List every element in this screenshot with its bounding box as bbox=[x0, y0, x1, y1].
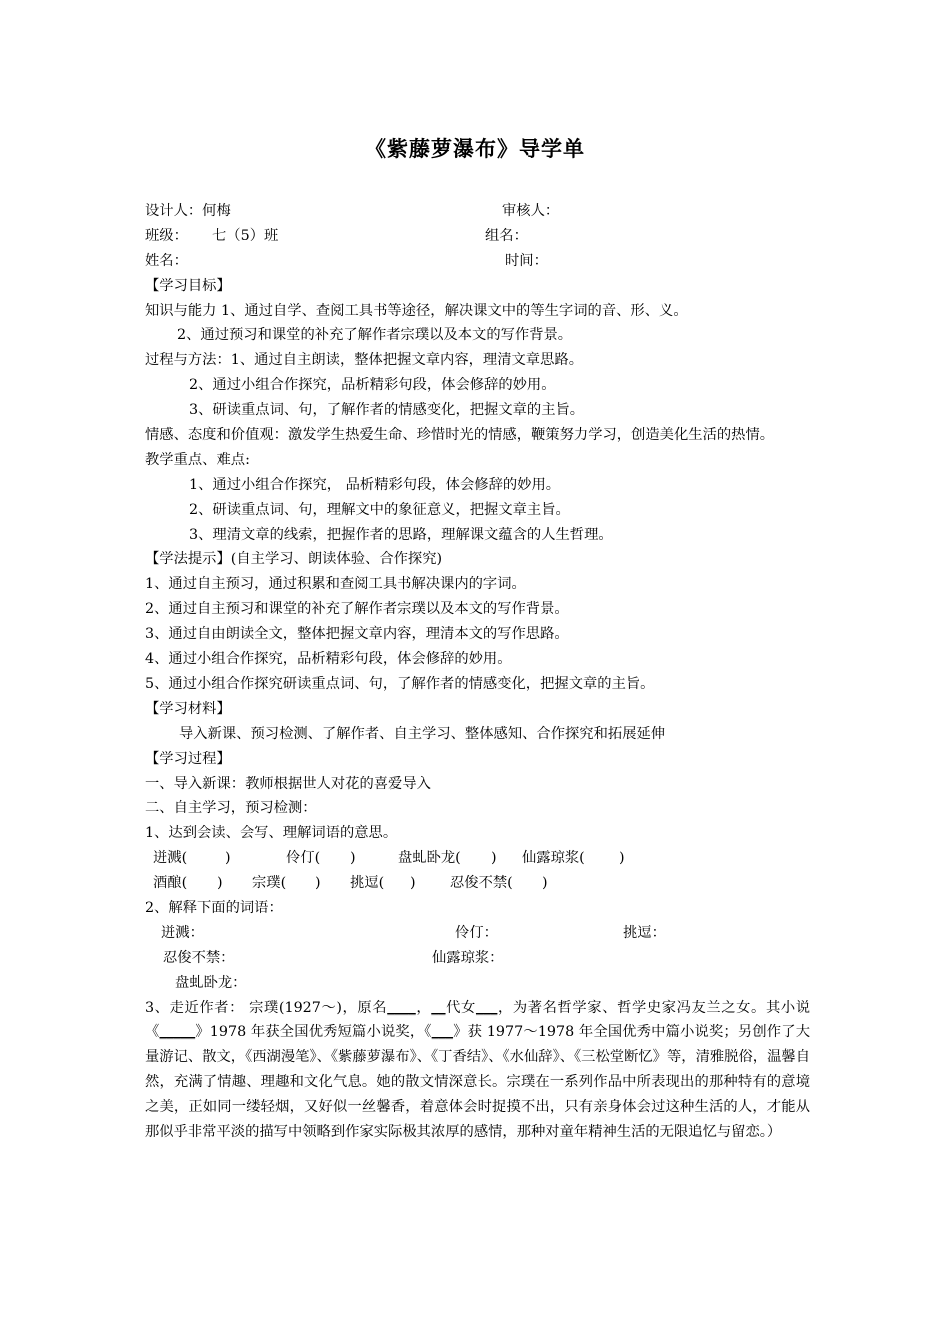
word-item: 忍俊不禁( bbox=[450, 875, 513, 892]
define-item: 挑逗： bbox=[623, 924, 666, 941]
word-item: 酒酿( bbox=[153, 875, 188, 892]
group-label: 组名： bbox=[485, 227, 528, 244]
header-row-2 bbox=[145, 224, 810, 249]
reviewer-label: 审核人： bbox=[502, 203, 560, 219]
author-text: ，为著名哲学家、哲学史家冯友兰之女。其小说《 bbox=[145, 999, 811, 1041]
goal-line: 过程与方法：1、通过自主朗读，整体把握文章内容，理清文章思路。 bbox=[145, 352, 583, 369]
author-text: 》获 1977～1978 年全国优秀中篇小说奖；另创作了大量游记、散文，《西湖漫笔》、《紫藤萝瀑布》、《丁香结》、《水仙辞》、《三松堂断忆》等，清雅脱俗，温馨自然，充满了情趣、理趣和文化气息。她的散文情深意长。宗璞在一系列作品中所表现出的那种特有的意境之美，正如同一缕轻烟，又好似一丝馨香，着意体会时捉摸不出，只有亲身体会过这种生活的人，才能从那似乎非常平淡的描写中领略到作家实际极其浓厚的感情，那种对童年精神生活的无限追忆与留恋。） bbox=[145, 1024, 810, 1141]
word-close: ) bbox=[225, 850, 231, 867]
process-step: 一、导入新课：教师根据世人对花的喜爱导入 bbox=[145, 775, 431, 792]
method-line: 1、通过自主预习，通过积累和查阅工具书解决课内的字词。 bbox=[145, 576, 526, 593]
process-step: 二、自主学习，预习检测： bbox=[145, 800, 317, 817]
blank-era: __ bbox=[431, 999, 446, 1016]
word-row-1 bbox=[145, 846, 810, 871]
class-value: 七（5）班 bbox=[212, 227, 279, 244]
define-row-2 bbox=[145, 946, 810, 971]
page-title: 《紫藤萝瀑布》导学单 bbox=[365, 137, 585, 161]
key-point-line: 1、通过小组合作探究， 品析精彩句段，体会修辞的妙用。 bbox=[189, 476, 561, 493]
author-text: ， bbox=[415, 999, 432, 1016]
define-row-1 bbox=[145, 921, 810, 946]
define-item: 忍俊不禁： bbox=[163, 949, 235, 966]
word-item: 迸溅( bbox=[153, 850, 188, 867]
goal-line: 2、通过预习和课堂的补充了解作者宗璞以及本文的写作背景。 bbox=[177, 327, 573, 344]
author-paragraph bbox=[145, 996, 810, 1145]
method-heading: 【学法提示】(自主学习、朗读体验、合作探究) bbox=[145, 551, 443, 568]
key-point-line: 3、理清文章的线索，把握作者的思路，理解课文蕴含的人生哲理。 bbox=[189, 526, 613, 543]
word-item: 挑逗( bbox=[350, 875, 385, 892]
goal-paragraph: 情感、态度和价值观：激发学生热爱生命、珍惜时光的情感，鞭策努力学习，创造美化生活的热情。 bbox=[145, 427, 775, 444]
goal-line: 2、通过小组合作探究，品析精彩句段，体会修辞的妙用。 bbox=[189, 377, 556, 394]
word-item: 伶仃( bbox=[286, 850, 321, 867]
define-item: 仙露琼浆： bbox=[432, 949, 504, 966]
word-close: ) bbox=[491, 850, 497, 867]
word-close: ) bbox=[619, 850, 625, 867]
author-text: 3、走近作者： 宗璞(1927～)，原名 bbox=[145, 999, 388, 1016]
key-point-line: 2、研读重点词、句，理解文中的象征意义，把握文章主旨。 bbox=[189, 501, 570, 518]
method-line: 3、通过自由朗读全文，整体把握文章内容，理清本文的写作思路。 bbox=[145, 626, 569, 643]
method-line: 2、通过自主预习和课堂的补充了解作者宗璞以及本文的写作背景。 bbox=[145, 601, 569, 618]
define-item: 伶仃： bbox=[455, 924, 498, 941]
name-label: 姓名： bbox=[145, 252, 188, 269]
define-item: 迸溅： bbox=[161, 924, 204, 941]
blank-short-story: _____ bbox=[159, 1024, 196, 1041]
materials-line: 导入新课、预习检测、了解作者、自主学习、整体感知、合作探究和拓展延伸 bbox=[179, 725, 666, 742]
word-close: ) bbox=[217, 875, 223, 892]
blank-author: ___ bbox=[475, 999, 498, 1016]
header-row-1 bbox=[145, 199, 810, 224]
method-line: 4、通过小组合作探究，品析精彩句段，体会修辞的妙用。 bbox=[145, 651, 512, 668]
word-close: ) bbox=[315, 875, 321, 892]
word-item: 仙露琼浆( bbox=[522, 850, 585, 867]
word-close: ) bbox=[410, 875, 416, 892]
materials-heading: 【学习材料】 bbox=[145, 700, 231, 717]
define-row-3: 盘虬卧龙： bbox=[175, 974, 247, 991]
word-close: ) bbox=[542, 875, 548, 892]
question-1: 1、达到会读、会写、理解词语的意思。 bbox=[145, 825, 398, 842]
time-label: 时间： bbox=[505, 252, 548, 269]
goal-line: 知识与能力 1、通过自学、查阅工具书等途径，解决课文中的等生字词的音、形、义。 bbox=[145, 302, 688, 319]
header-row-3 bbox=[145, 249, 810, 274]
word-item: 盘虬卧龙( bbox=[398, 850, 461, 867]
key-points-heading: 教学重点、难点: bbox=[145, 451, 250, 468]
author-text: 》1978 年获全国优秀短篇小说奖，《 bbox=[195, 1024, 432, 1041]
question-2: 2、解释下面的词语： bbox=[145, 899, 283, 916]
class-label: 班级： bbox=[145, 227, 188, 244]
goal-line: 3、研读重点词、句，了解作者的情感变化，把握文章的主旨。 bbox=[189, 402, 585, 419]
author-text: 代女 bbox=[445, 999, 476, 1016]
blank-original-name: ____ bbox=[387, 999, 416, 1016]
document-body bbox=[145, 199, 810, 1145]
method-line: 5、通过小组合作探究研读重点词、句，了解作者的情感变化，把握文章的主旨。 bbox=[145, 675, 655, 692]
word-item: 宗璞( bbox=[252, 875, 287, 892]
blank-novella: ___ bbox=[431, 1024, 454, 1041]
goals-heading: 【学习目标】 bbox=[145, 277, 231, 294]
word-close: ) bbox=[350, 850, 356, 867]
word-row-2 bbox=[145, 871, 810, 896]
process-heading: 【学习过程】 bbox=[145, 750, 231, 767]
designer-label: 设计人：何梅 bbox=[145, 203, 231, 219]
